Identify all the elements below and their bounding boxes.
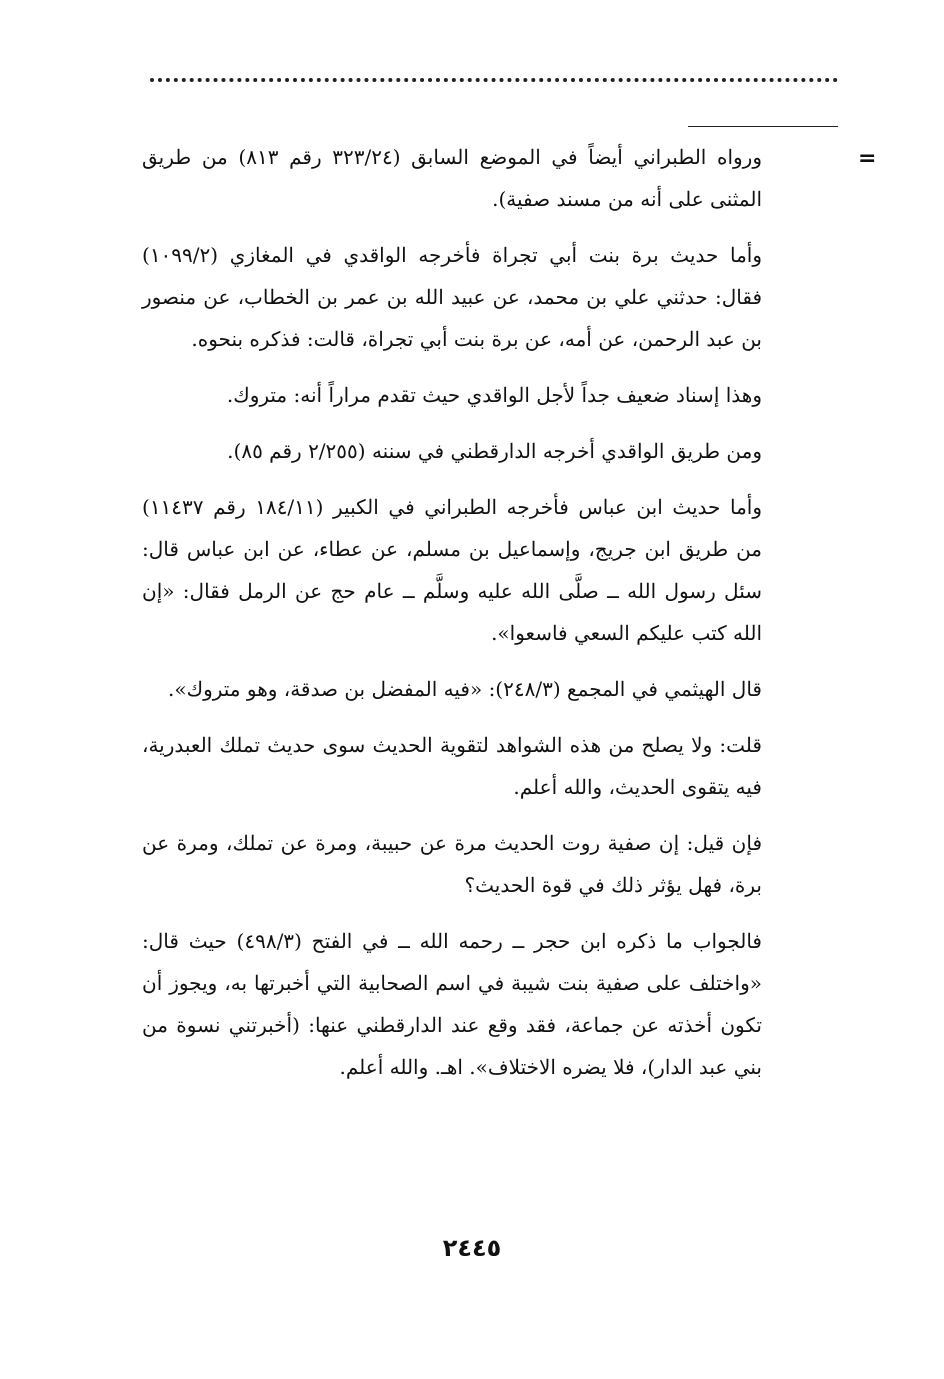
paragraph-2: وأما حديث برة بنت أبي تجراة فأخرجه الواقدي في المغازي (١٠٩٩/٢) فقال: حدثني علي بن محمد، عن عبيد الله بن عمر بن الخطاب، عن منصور بن عبد الرحمن، عن أمه، عن برة بنت أبي تجراة، قالت: فذكره بنحوه. <box>142 243 762 351</box>
paragraph-8: فإن قيل: إن صفية روت الحديث مرة عن حبيبة، ومرة عن تملك، ومرة عن برة، فهل يؤثر ذلك في قوة الحديث؟ <box>142 831 762 897</box>
footnote-text-block <box>142 136 762 1102</box>
paragraph-1: ورواه الطبراني أيضاً في الموضع السابق (٣٢٣/٢٤ رقم ٨١٣) من طريق المثنى على أنه من مسند صفية). <box>142 145 762 211</box>
paragraph-4: ومن طريق الواقدي أخرجه الدارقطني في سننه (٢/٢٥٥ رقم ٨٥). <box>227 439 762 463</box>
footnote-separator-rule <box>688 126 838 127</box>
paragraph-6: قال الهيثمي في المجمع (٢٤٨/٣): «فيه المفضل بن صدقة، وهو متروك». <box>167 677 762 701</box>
page-number: ٢٤٤٥ <box>442 1234 502 1262</box>
paragraph-7: قلت: ولا يصلح من هذه الشواهد لتقوية الحديث سوى حديث تملك العبدرية، فيه يتقوى الحديث، والله أعلم. <box>142 733 762 799</box>
paragraph-9: فالجواب ما ذكره ابن حجر ــ رحمه الله ــ في الفتح (٤٩٨/٣) حيث قال: «واختلف على صفية بنت شيبة في اسم الصحابية التي أخبرتها به، ويجوز أن تكون أخذته عن جماعة، فقد وقع عند الدارقطني عنها: (أخبرتني نسوة من بني عبد الدار)، فلا يضره الاختلاف». اهـ. والله أعلم. <box>142 929 762 1079</box>
top-dotted-rule <box>150 78 838 82</box>
paragraph-3: وهذا إسناد ضعيف جداً لأجل الواقدي حيث تقدم مراراً أنه: متروك. <box>226 383 762 407</box>
paragraph-5: وأما حديث ابن عباس فأخرجه الطبراني في الكبير (١٨٤/١١ رقم ١١٤٣٧) من طريق ابن جريج، وإسماعيل بن مسلم، عن عطاء، عن ابن عباس قال: سئل رسول الله ــ صلَّى الله عليه وسلَّم ــ عام حج عن الرمل فقال: «إن الله كتب عليكم السعي فاسعوا». <box>142 495 762 645</box>
continuation-mark: = <box>858 146 877 171</box>
